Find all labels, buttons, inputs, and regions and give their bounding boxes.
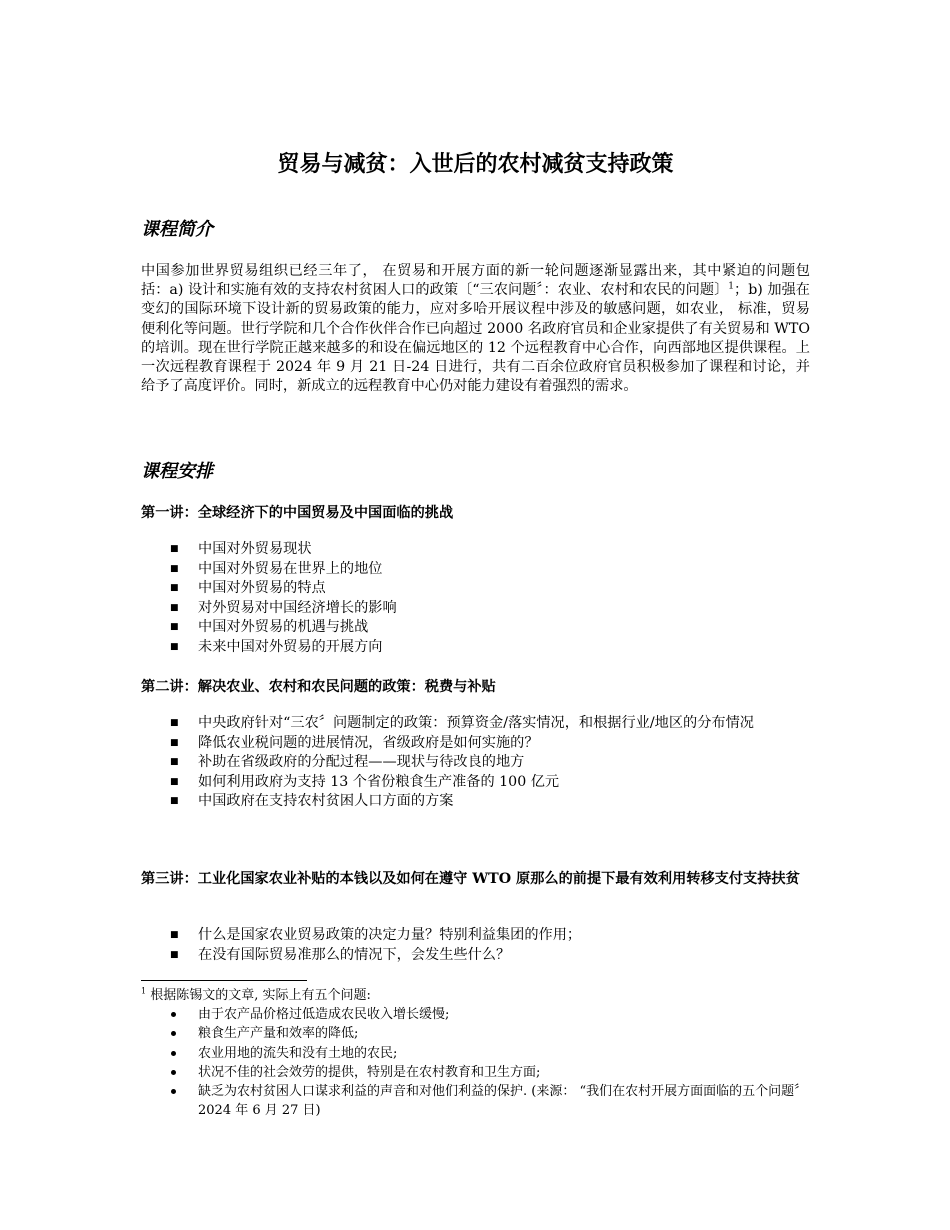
list-item: 农业用地的流失和没有土地的农民; <box>141 1044 810 1063</box>
square-bullet-icon: ■ <box>170 602 179 613</box>
footnote-marker: 1 <box>141 986 147 996</box>
footnote-list <box>141 1005 810 1121</box>
square-bullet-icon: ■ <box>170 949 179 960</box>
lecture-1-topics <box>141 540 810 658</box>
square-bullet-icon: ■ <box>170 757 179 768</box>
footnote-intro: $^1$ 根据陈锡文的文章, 实际上有五个问题: <box>141 986 371 1003</box>
course-intro-text <box>141 262 810 396</box>
list-item: ■ 中央政府针对“三农〞问题制定的政策：预算资金/落实情况，和根据行业/地区的分布情况 <box>141 714 810 734</box>
footnote-separator <box>141 980 307 981</box>
list-item: ■ 中国对外贸易现状 <box>141 540 810 560</box>
list-item: ■ 如何利用政府为支持 13 个省份粮食生产准备的 100 亿元 <box>141 773 810 793</box>
list-item: ■ 中国对外贸易在世界上的地位 <box>141 560 810 580</box>
list-item: 粮食生产产量和效率的降低; <box>141 1024 810 1043</box>
square-bullet-icon: ■ <box>170 718 179 728</box>
square-bullet-icon: ■ <box>170 776 179 787</box>
square-bullet-icon: ■ <box>170 622 179 633</box>
square-bullet-icon: ■ <box>170 737 179 748</box>
course-schedule-heading: 课程安排 <box>141 461 213 482</box>
intro-text-part-b: ；b) 加强在变幻的国际环境下设计新的贸易政策的能力，应对多哈开展议程中涉及的敏感问题，如农业， 标准，贸易便利化等问题。世行学院和几个合作伙伴合作已向超过 2000 名政府官员和企业家提供了有关贸易和 WTO 的培训。现在世行学院正越来越多的和设在偏远地区的 12 个远程教育中心合作，向西部地区提供课程。上一次远程教育课程于 2024 年 9 月 21 日-24 日进行，共有二百余位政府官员积极参加了课程和讨论，并给予了高度评价。同时，新成立的远程教育中心仍对能力建设有着强烈的需求。 <box>141 282 810 395</box>
round-bullet-icon <box>171 1031 176 1036</box>
list-item: 缺乏为农村贫困人口谋求利益的声音和对他们利益的保护. (来源： “我们在农村开展方面面临的五个问题〞 2024 年 6 月 27 日) <box>141 1082 810 1121</box>
intro-text-part-a: 中国参加世界贸易组织已经三年了， 在贸易和开展方面的新一轮问题逐渐显露出来，其中紧迫的问题包括：a) 设计和实施有效的支持农村贫困人口的政策〔“三农问题〞：农业、农村和农民的问题〕 <box>141 263 810 299</box>
square-bullet-icon: ■ <box>170 641 179 652</box>
footnote-reference[interactable]: 1 <box>728 281 735 292</box>
list-item: ■ 未来中国对外贸易的开展方向 <box>141 638 810 658</box>
footnote <box>141 986 810 1121</box>
lecture-2-topics <box>141 714 810 812</box>
round-bullet-icon <box>171 1012 176 1017</box>
course-intro-heading: 课程简介 <box>141 219 213 240</box>
square-bullet-icon: ■ <box>170 544 179 554</box>
list-item: ■ 补助在省级政府的分配过程——现状与待改良的地方 <box>141 753 810 773</box>
list-item: 由于农产品价格过低造成农民收入增长缓慢; <box>141 1005 810 1024</box>
list-item: ■ 降低农业税问题的进展情况，省级政府是如何实施的？ <box>141 734 810 754</box>
round-bullet-icon <box>171 1070 176 1075</box>
lecture-1-title: 第一讲：全球经济下的中国贸易及中国面临的挑战 <box>141 505 454 521</box>
round-bullet-icon <box>171 1051 176 1056</box>
lecture-3-title: 第三讲：工业化国家农业补贴的本钱以及如何在遵守 WTO 原那么的前提下最有效利用转移支付支持扶贫 <box>141 871 800 887</box>
square-bullet-icon: ■ <box>170 563 179 574</box>
list-item: 状况不佳的社会效劳的提供，特别是在农村教育和卫生方面; <box>141 1063 810 1082</box>
lecture-2-title: 第二讲：解决农业、农村和农民问题的政策：税费与补贴 <box>141 679 496 695</box>
list-item: ■ 对外贸易对中国经济增长的影响 <box>141 599 810 619</box>
list-item: ■ 什么是国家农业贸易政策的决定力量？特别利益集团的作用； <box>141 926 810 946</box>
document-title: 贸易与减贫：入世后的农村减贫支持政策 <box>277 151 674 177</box>
list-item: ■ 中国对外贸易的机遇与挑战 <box>141 618 810 638</box>
square-bullet-icon: ■ <box>170 583 179 594</box>
round-bullet-icon <box>171 1089 176 1094</box>
list-item: ■ 中国对外贸易的特点 <box>141 579 810 599</box>
square-bullet-icon: ■ <box>170 796 179 807</box>
lecture-3-topics <box>141 926 810 965</box>
list-item: ■ 中国政府在支持农村贫困人口方面的方案 <box>141 792 810 812</box>
square-bullet-icon: ■ <box>170 930 179 940</box>
list-item: ■ 在没有国际贸易准那么的情况下，会发生些什么？ <box>141 946 810 966</box>
